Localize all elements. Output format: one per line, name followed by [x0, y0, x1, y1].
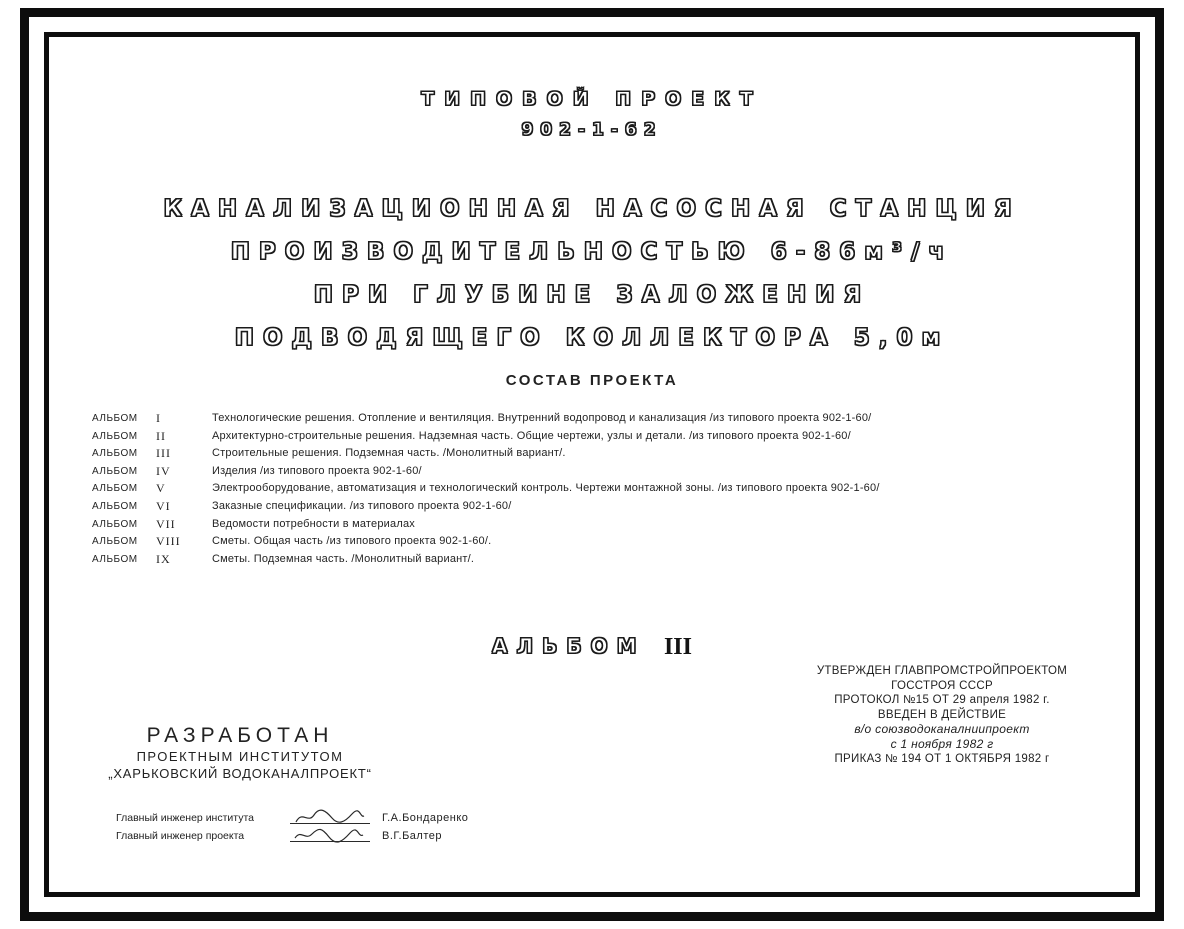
signature-line [290, 811, 370, 824]
album-description: Ведомости потребности в материалах [212, 517, 415, 530]
album-numeral: I [156, 411, 161, 425]
album-label: АЛЬБОМ [92, 518, 138, 530]
album-numeral: V [156, 481, 166, 496]
developer-block [78, 724, 402, 782]
approval-stamp [742, 664, 1142, 766]
signature-name: В.Г.Балтер [382, 830, 442, 842]
signature-name: Г.А.Бондаренко [382, 812, 469, 824]
album-description: Изделия /из типового проекта 902-1-60/ [212, 464, 422, 477]
album-label: АЛЬБОМ [92, 553, 138, 565]
album-row [92, 463, 1126, 481]
album-row [92, 410, 1126, 428]
album-row [92, 480, 1126, 498]
signature-icon [292, 808, 366, 826]
composition-header: СОСТАВ ПРОЕКТА [505, 372, 679, 389]
main-title [0, 188, 1184, 360]
title-line: ПОДВОДЯЩЕГО КОЛЛЕКТОРА 5,0м [234, 325, 950, 351]
approval-line: УТВЕРЖДЕН ГЛАВПРОМСТРОЙПРОЕКТОМ [816, 665, 1068, 677]
album-description: Технологические решения. Отопление и вентиляция. Внутренний водопровод и канализация /из типового проекта 902-1-60/ [212, 412, 872, 424]
album-description: Архитектурно-строительные решения. Надземная часть. Общие чертежи, узлы и детали. /из типового проекта 902-1-60/ [212, 429, 851, 442]
developer-institute-name: „ХАРЬКОВСКИЙ ВОДОКАНАЛПРОЕКТ“ [108, 766, 372, 781]
current-album-numeral: III [663, 634, 692, 660]
album-row [92, 533, 1126, 551]
title-line: КАНАЛИЗАЦИОННАЯ НАСОСНАЯ СТАНЦИЯ [163, 196, 1021, 222]
album-label: АЛЬБОМ [92, 430, 138, 442]
developer-institute-line: ПРОЕКТНЫМ ИНСТИТУТОМ [136, 749, 344, 764]
signature-area [116, 806, 506, 842]
approval-line: с 1 ноября 1982 г [890, 736, 994, 751]
album-row [92, 428, 1126, 446]
developer-heading: РАЗРАБОТАН [146, 724, 334, 747]
album-description: Заказные спецификации. /из типового проекта 902-1-60/ [212, 499, 512, 512]
album-description: Строительные решения. Подземная часть. /Монолитный вариант/. [212, 447, 566, 460]
project-type-heading: ТИПОВОЙ ПРОЕКТ [421, 88, 763, 110]
approval-line: ПРОТОКОЛ №15 ОТ 29 апреля 1982 г. [834, 694, 1050, 707]
signature-line [290, 829, 370, 842]
title-line: ПРОИЗВОДИТЕЛЬНОСТЬЮ 6-86м³/ч [230, 239, 954, 265]
album-row [92, 516, 1126, 534]
approval-line: ВВЕДЕН В ДЕЙСТВИЕ [877, 708, 1007, 721]
album-numeral: VI [156, 498, 171, 513]
album-list [92, 410, 1126, 568]
album-numeral: II [156, 428, 166, 443]
project-number: 902-1-62 [521, 120, 663, 140]
album-label: АЛЬБОМ [92, 413, 138, 424]
album-row [92, 498, 1126, 516]
album-description: Сметы. Общая часть /из типового проекта 902-1-60/. [212, 535, 492, 548]
album-label: АЛЬБОМ [92, 483, 138, 495]
album-label: АЛЬБОМ [92, 465, 138, 477]
signature-row [116, 824, 506, 842]
album-row [92, 445, 1126, 463]
current-album-label: АЛЬБОМ [492, 634, 646, 658]
album-numeral: VIII [156, 534, 181, 549]
album-description: Сметы. Подземная часть. /Монолитный вариант/. [212, 552, 475, 565]
album-label: АЛЬБОМ [92, 500, 138, 512]
signature-role: Главный инженер проекта [116, 830, 245, 842]
album-numeral: III [156, 446, 171, 461]
signature-row [116, 806, 506, 824]
signature-icon [292, 826, 366, 844]
album-numeral: VII [156, 516, 176, 531]
album-description: Электрооборудование, автоматизация и технологический контроль. Чертежи монтажной зоны. /из типового проекта 902-1-60/ [212, 482, 880, 495]
album-label: АЛЬБОМ [92, 448, 138, 460]
current-album-heading [0, 634, 1184, 661]
signature-role: Главный инженер института [116, 812, 254, 824]
approval-line: ГОССТРОЯ СССР [891, 679, 993, 692]
title-line: ПРИ ГЛУБИНЕ ЗАЛОЖЕНИЯ [313, 282, 871, 308]
approval-line: ПРИКАЗ № 194 ОТ 1 ОКТЯБРЯ 1982 г [834, 752, 1050, 765]
album-label: АЛЬБОМ [92, 536, 138, 548]
album-numeral: IX [156, 551, 171, 566]
album-row [92, 551, 1126, 569]
album-numeral: IV [156, 463, 171, 478]
approval-line: в/о союзводоканалниипроект [854, 722, 1030, 737]
